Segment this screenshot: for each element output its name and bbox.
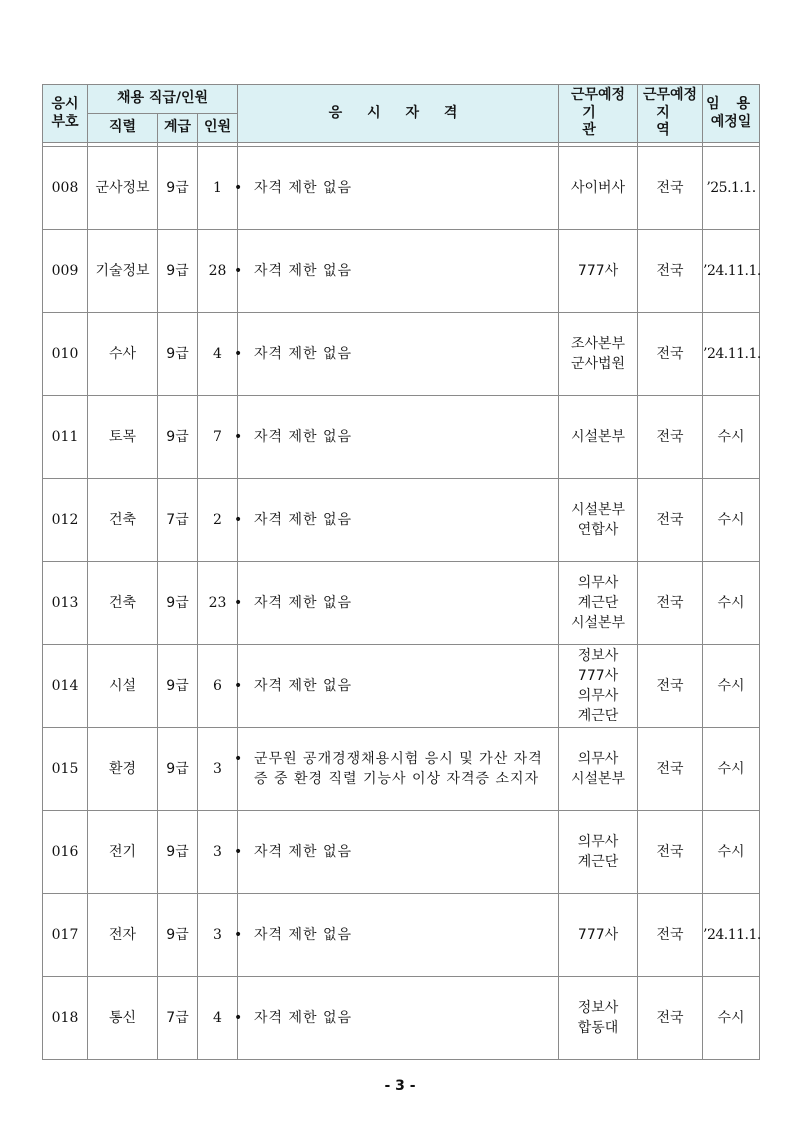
agency-name: 군사법원 [570,356,626,372]
table-row [43,479,760,562]
agency-name: 계근단 [577,595,619,611]
bullet-icon: • [234,263,244,279]
header-region-line1: 근무예정 [642,87,698,104]
recruitment-table [42,84,760,1060]
bullet-icon: • [234,512,244,528]
agency-name: 합동대 [577,1020,619,1036]
grade-cell: 9급 [158,645,198,728]
agency-cell [559,230,638,313]
qualification-cell [234,313,559,396]
qualification-text: 자격 제한 없음 [254,429,353,445]
header-agency [559,85,638,143]
qualification-line [234,510,554,530]
bullet-icon: • [234,678,244,694]
job-series-cell: 전자 [88,894,158,977]
agency-name: 의무사 [577,575,619,591]
qualification-text: 자격 제한 없음 [254,595,353,611]
qualification-text: 자격 제한 없음 [254,927,353,943]
region-cell: 전국 [638,977,703,1060]
qualification-cell [234,645,559,728]
qualification-line [234,261,554,281]
agency-name: 연합사 [577,522,619,538]
grade-cell: 9급 [158,396,198,479]
agency-name: 정보사 [577,1000,619,1016]
headcount-cell: 3 [198,728,238,811]
qualification-text: 자격 제한 없음 [254,180,353,196]
qualification-text: 자격 제한 없음 [254,1010,353,1026]
agency-name: 사이버사 [570,180,626,196]
grade-cell: 7급 [158,977,198,1060]
header-region-line2: 지 역 [656,104,684,139]
exam-code-cell: 012 [43,479,88,562]
job-series-cell: 환경 [88,728,158,811]
job-series-cell: 통신 [88,977,158,1060]
agency-cell [559,396,638,479]
qualification-line [234,925,554,945]
header-headcount: 인원 [198,114,238,143]
header-exam-no-line1: 응시 [51,96,79,112]
header-qualification-text: 응 시 자 격 [328,104,468,121]
headcount-cell: 7 [198,396,238,479]
region-cell: 전국 [638,645,703,728]
agency-name: 시설본부 [570,771,626,787]
appoint-date-cell: ’24.11.1. [703,230,760,313]
bullet-icon: • [234,595,244,611]
qualification-text: 자격 제한 없음 [254,512,353,528]
qualification-line [234,1008,554,1028]
grade-cell: 9급 [158,894,198,977]
agency-name: 정보사 [577,648,619,664]
region-cell: 전국 [638,479,703,562]
header-exam-no [43,85,88,143]
qualification-line [234,344,554,364]
header-agency-line1: 근무예정 [570,87,626,104]
header-exam-no-line2: 부호 [51,113,79,130]
job-series-cell: 전기 [88,811,158,894]
qualification-line [234,427,554,447]
appoint-date-cell: 수시 [703,645,760,728]
qualification-cell [234,147,559,230]
table-row [43,811,760,894]
table-header [43,85,760,147]
agency-name: 의무사 [577,834,619,850]
table-row [43,977,760,1060]
exam-code-cell: 008 [43,147,88,230]
headcount-cell: 4 [198,313,238,396]
bullet-icon: • [234,751,244,767]
agency-cell [559,645,638,728]
header-appoint-line2: 예정일 [710,113,752,130]
appoint-date-cell: 수시 [703,977,760,1060]
agency-name: 777사 [577,927,619,943]
bullet-icon: • [234,927,244,943]
grade-cell: 9급 [158,562,198,645]
bullet-icon: • [234,180,244,196]
region-cell: 전국 [638,230,703,313]
exam-code-cell: 013 [43,562,88,645]
agency-cell [559,562,638,645]
agency-cell [559,479,638,562]
exam-code-cell: 010 [43,313,88,396]
agency-name: 시설본부 [570,502,626,518]
table-row [43,313,760,396]
qualification-line [234,676,554,696]
exam-code-cell: 009 [43,230,88,313]
agency-name: 조사본부 [570,336,626,352]
agency-name: 시설본부 [570,429,626,445]
region-cell: 전국 [638,894,703,977]
bullet-icon: • [234,844,244,860]
agency-name: 777사 [577,668,619,684]
job-series-cell: 건축 [88,562,158,645]
headcount-cell: 6 [198,645,238,728]
exam-code-cell: 015 [43,728,88,811]
qualification-line [234,593,554,613]
table-row [43,728,760,811]
qualification-cell [234,728,559,811]
grade-cell: 9급 [158,230,198,313]
header-grade: 계급 [158,114,198,143]
agency-cell [559,894,638,977]
header-position-group: 채용 직급/인원 [88,85,238,114]
exam-code-cell: 011 [43,396,88,479]
region-cell: 전국 [638,811,703,894]
agency-name: 계근단 [577,708,619,724]
agency-cell [559,147,638,230]
job-series-cell: 기술정보 [88,230,158,313]
headcount-cell: 3 [198,811,238,894]
table-row [43,562,760,645]
bullet-icon: • [234,429,244,445]
agency-name: 계근단 [577,854,619,870]
job-series-cell: 수사 [88,313,158,396]
agency-cell [559,728,638,811]
page-number: - 3 - [384,1078,416,1094]
table-body [43,147,760,1060]
exam-code-cell: 017 [43,894,88,977]
agency-name: 의무사 [577,751,619,767]
qualification-line [234,842,554,862]
appoint-date-cell: ’24.11.1. [703,313,760,396]
job-series-cell: 건축 [88,479,158,562]
region-cell: 전국 [638,728,703,811]
appoint-date-cell: 수시 [703,396,760,479]
qualification-text: 자격 제한 없음 [254,678,353,694]
header-appoint [703,85,760,143]
agency-name: 의무사 [577,688,619,704]
appoint-date-cell: 수시 [703,728,760,811]
header-qualification [238,85,559,143]
qualification-cell [234,811,559,894]
grade-cell: 9급 [158,313,198,396]
appoint-date-cell: 수시 [703,479,760,562]
headcount-cell: 23 [198,562,238,645]
bullet-icon: • [234,346,244,362]
qualification-cell [234,230,559,313]
agency-name: 777사 [577,263,619,279]
job-series-cell: 시설 [88,645,158,728]
headcount-cell: 4 [198,977,238,1060]
agency-cell [559,313,638,396]
qualification-cell [234,479,559,562]
qualification-text: 자격 제한 없음 [254,263,353,279]
grade-cell: 7급 [158,479,198,562]
headcount-cell: 28 [198,230,238,313]
grade-cell: 9급 [158,811,198,894]
qualification-cell [234,562,559,645]
table-row [43,230,760,313]
appoint-date-cell: ’25.1.1. [703,147,760,230]
grade-cell: 9급 [158,728,198,811]
bullet-icon: • [234,1010,244,1026]
agency-cell [559,811,638,894]
exam-code-cell: 014 [43,645,88,728]
exam-code-cell: 018 [43,977,88,1060]
qualification-cell [234,396,559,479]
appoint-date-cell: 수시 [703,811,760,894]
qualification-text: 자격 제한 없음 [254,346,353,362]
job-series-cell: 토목 [88,396,158,479]
agency-cell [559,977,638,1060]
region-cell: 전국 [638,313,703,396]
header-region [638,85,703,143]
header-job-series: 직렬 [88,114,158,143]
appoint-date-cell: ’24.11.1. [703,894,760,977]
qualification-cell [234,977,559,1060]
headcount-cell: 2 [198,479,238,562]
exam-code-cell: 016 [43,811,88,894]
qualification-text: 자격 제한 없음 [254,844,353,860]
table-row [43,894,760,977]
qualification-line [234,178,554,198]
job-series-cell: 군사정보 [88,147,158,230]
qualification-line [234,749,554,789]
table-row [43,396,760,479]
appoint-date-cell: 수시 [703,562,760,645]
agency-name: 시설본부 [570,615,626,631]
headcount-cell: 1 [198,147,238,230]
region-cell: 전국 [638,396,703,479]
region-cell: 전국 [638,562,703,645]
table-row [43,645,760,728]
header-agency-line2: 기 관 [582,104,614,139]
headcount-cell: 3 [198,894,238,977]
grade-cell: 9급 [158,147,198,230]
region-cell: 전국 [638,147,703,230]
qualification-cell [234,894,559,977]
table-row [43,147,760,230]
qualification-text: 군무원 공개경쟁채용시험 응시 및 가산 자격증 중 환경 직렬 기능사 이상 자격증 소지자 [254,751,543,787]
header-appoint-line1: 임 용 [706,96,756,112]
